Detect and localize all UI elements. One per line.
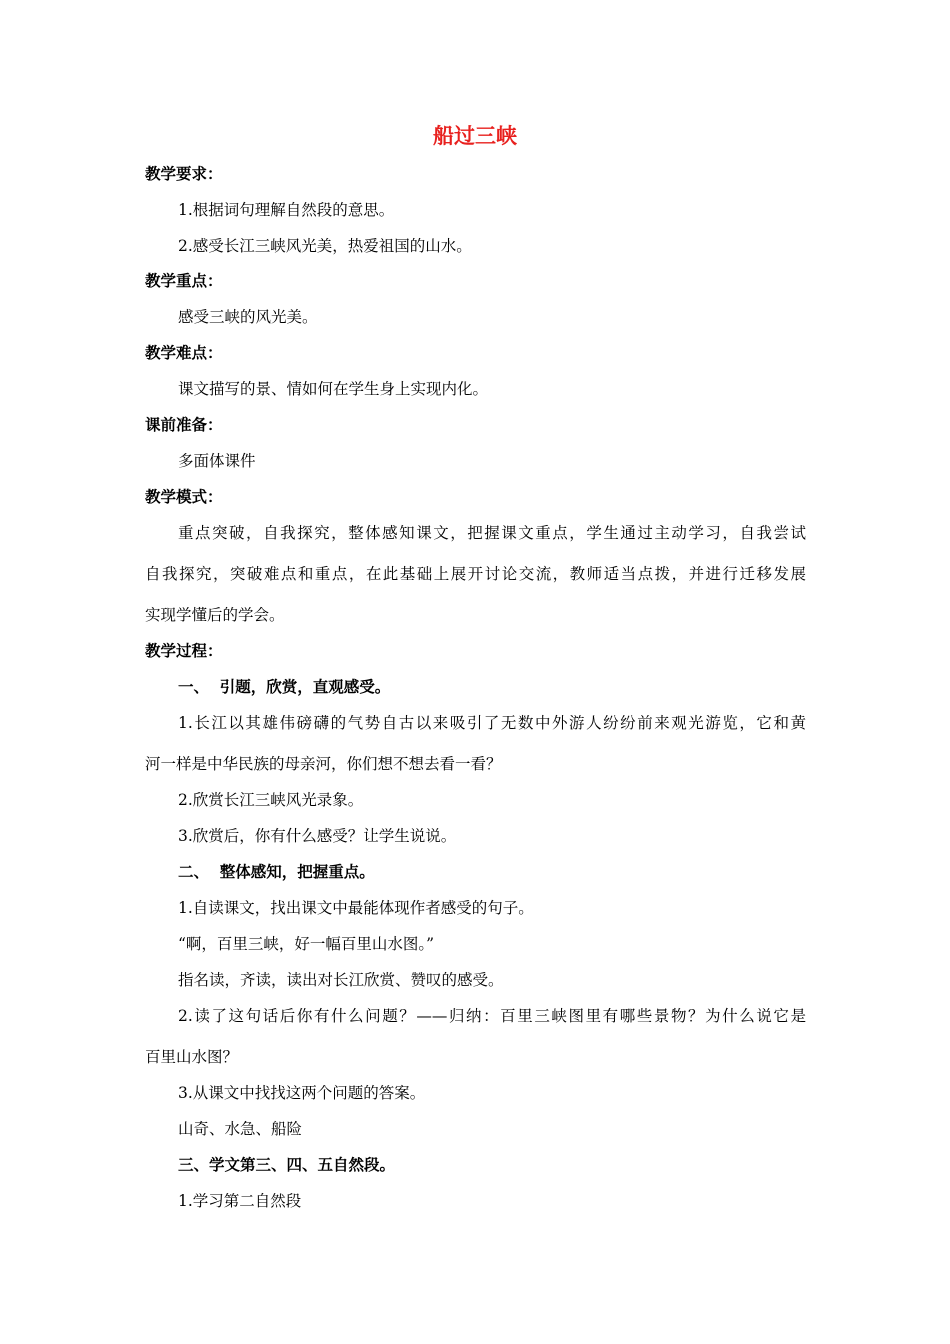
heading-key-points: 教学重点：: [145, 272, 223, 290]
heading-teaching-mode: 教学模式：: [145, 488, 223, 506]
process-part-2-item-2b: 百里山水图？: [145, 1048, 239, 1066]
teaching-mode-line-3: 实现学懂后的学会。: [145, 606, 285, 624]
process-part-2-item-1: 1.自读课文，找出课文中最能体现作者感受的句子。: [178, 899, 534, 917]
heading-preparation: 课前准备：: [145, 416, 223, 434]
process-part-1-item-2: 2.欣赏长江三峡风光录象。: [178, 791, 364, 809]
teaching-mode-line-2: 自我探究，突破难点和重点，在此基础上展开讨论交流，教师适当点拨，并进行迁移发展: [145, 565, 806, 583]
requirement-item-2: 2.感受长江三峡风光美，热爱祖国的山水。: [178, 237, 472, 255]
requirement-item-1: 1.根据词句理解自然段的意思。: [178, 201, 395, 219]
page-title: 船过三峡: [433, 124, 517, 148]
process-part-2-item-2a: 2.读了这句话后你有什么问题？——归纳：百里三峡图里有哪些景物？为什么说它是: [178, 1007, 806, 1025]
heading-requirements: 教学要求：: [145, 165, 223, 183]
process-part-2-reading: 指名读，齐读，读出对长江欣赏、赞叹的感受。: [178, 971, 504, 989]
preparation-text: 多面体课件: [178, 452, 256, 470]
heading-difficulties: 教学难点：: [145, 344, 223, 362]
heading-process: 教学过程：: [145, 642, 223, 660]
difficulties-text: 课文描写的景、情如何在学生身上实现内化。: [178, 380, 489, 398]
process-part-2-quote: “啊，百里三峡，好一幅百里山水图。”: [178, 935, 435, 953]
process-part-1-item-1a: 1.长江以其雄伟磅礴的气势自古以来吸引了无数中外游人纷纷前来观光游览，它和黄: [178, 714, 806, 732]
process-part-1-item-1b: 河一样是中华民族的母亲河，你们想不想去看一看？: [145, 755, 502, 773]
process-part-3-item-1: 1.学习第二自然段: [178, 1192, 302, 1210]
process-part-2-heading: 二、 整体感知，把握重点。: [178, 863, 375, 881]
process-part-2-answer: 山奇、水急、船险: [178, 1120, 303, 1138]
process-part-1-heading: 一、 引题，欣赏，直观感受。: [178, 678, 391, 696]
process-part-3-heading: 三、学文第三、四、五自然段。: [178, 1156, 396, 1174]
process-part-2-item-3: 3.从课文中找找这两个问题的答案。: [178, 1084, 426, 1102]
teaching-mode-line-1: 重点突破，自我探究，整体感知课文，把握课文重点，学生通过主动学习，自我尝试: [178, 524, 806, 542]
key-points-text: 感受三峡的风光美。: [178, 308, 318, 326]
process-part-1-item-3: 3.欣赏后，你有什么感受？让学生说说。: [178, 827, 457, 845]
